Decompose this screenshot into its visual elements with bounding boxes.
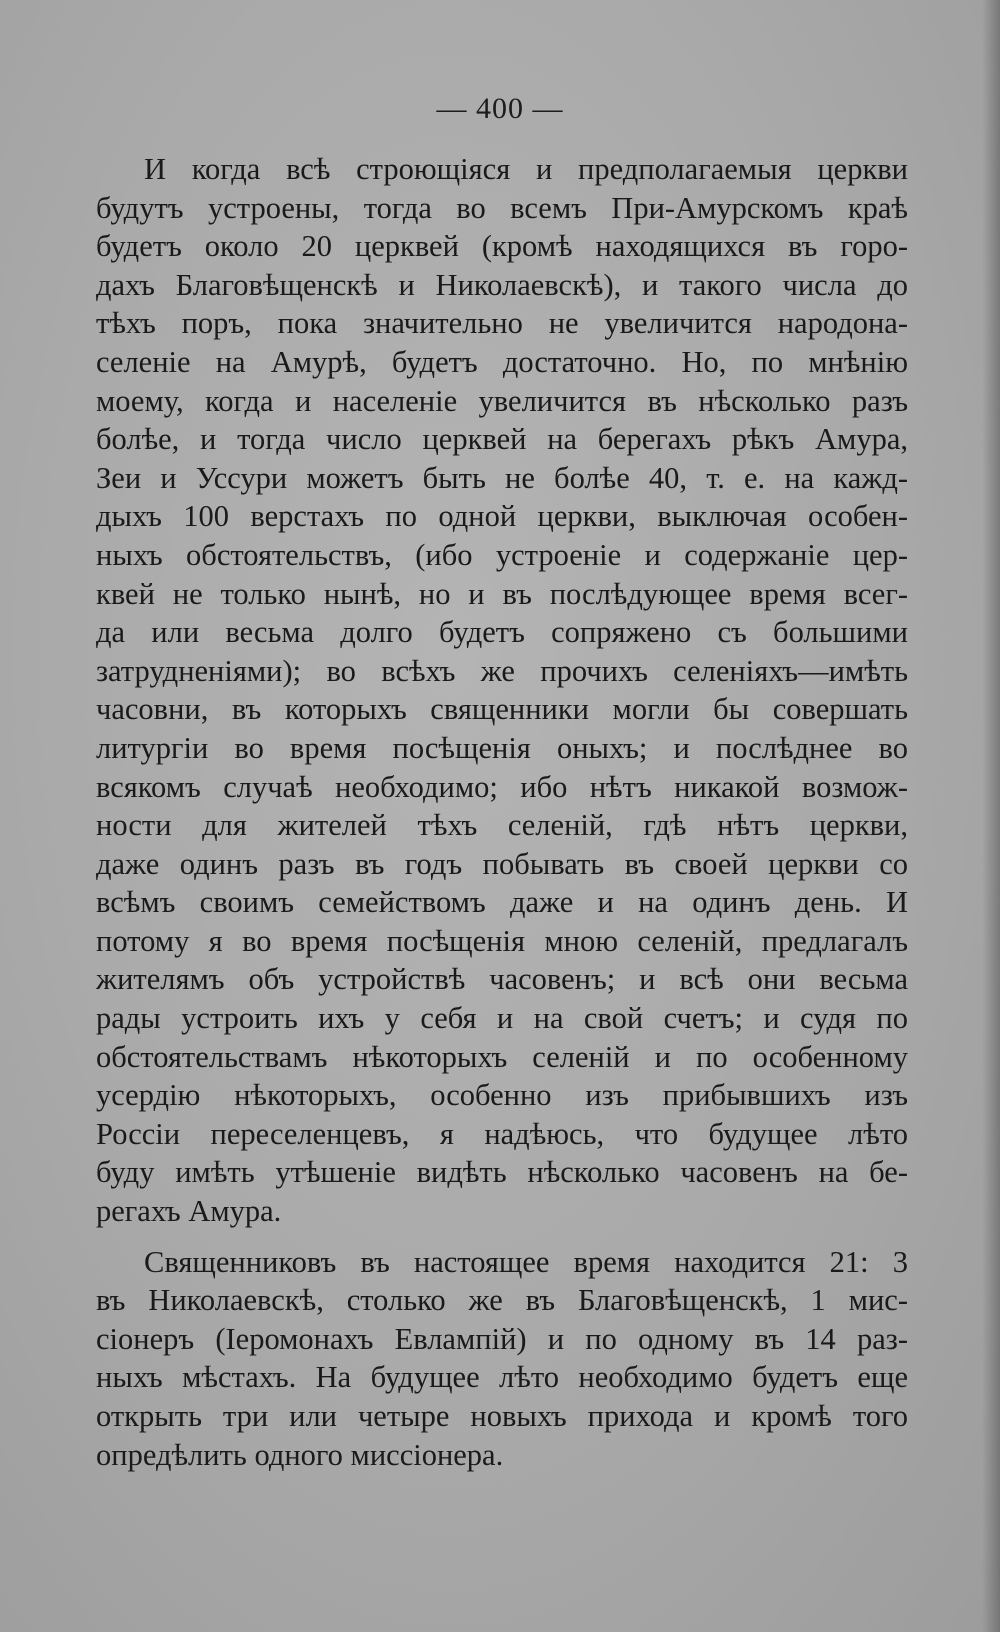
text-line: будетъ около 20 церквей (кромѣ находящихся въ горо- [96, 229, 908, 264]
text-line: всякомъ случаѣ необходимо; ибо нѣтъ никакой возмож- [96, 769, 908, 804]
text-line: даже одинъ разъ въ годъ побывать въ своей церкви со [96, 846, 908, 881]
text-line: часовни, въ которыхъ священники могли бы совершать [96, 692, 908, 727]
text-line: усердію нѣкоторыхъ, особенно изъ прибывшихъ изъ [96, 1078, 908, 1113]
text-line: обстоятельствамъ нѣкоторыхъ селеній и по особенному [96, 1039, 908, 1074]
paragraph-1 [96, 150, 908, 1231]
text-line: потому я во время посѣщенія мною селеній, предлагалъ [96, 923, 908, 958]
text-line: моему, когда и населеніе увеличится въ нѣсколько разъ [96, 383, 908, 418]
text-line: буду имѣть утѣшеніе видѣть нѣсколько часовенъ на бе- [96, 1155, 908, 1190]
text-line: всѣмъ своимъ семействомъ даже и на одинъ день. И [96, 885, 908, 920]
text-line: открыть три или четыре новыхъ прихода и кромѣ того [96, 1399, 908, 1433]
text-line: Священниковъ въ настоящее время находится 21: 3 [144, 1244, 908, 1279]
text-line: Зеи и Уссури можетъ быть не болѣе 40, т. е. на кажд- [96, 460, 908, 495]
text-line: будутъ устроены, тогда во всемъ При-Амурскомъ краѣ [96, 190, 908, 225]
text-line: тѣхъ поръ, пока значительно не увеличится народона- [96, 306, 908, 341]
text-line: ныхъ обстоятельствъ, (ибо устроеніе и содержаніе цер- [96, 537, 908, 572]
text-line: литургіи во время посѣщенія оныхъ; и послѣднее во [96, 730, 908, 765]
text-line: опредѣлить одного миссіонера. [96, 1437, 504, 1472]
text-line: да или весьма долго будетъ сопряжено съ большими [96, 615, 908, 650]
text-line: жителямъ объ устройствѣ часовенъ; и всѣ они весьма [96, 962, 908, 997]
text-line: дахъ Благовѣщенскѣ и Николаевскѣ), и такого числа до [96, 267, 908, 302]
text-body [96, 150, 908, 1474]
page-gutter-shadow [982, 0, 1000, 1632]
text-line: рады устроить ихъ у себя и на свой счетъ; и судя по [96, 1001, 908, 1036]
text-line: квей не только нынѣ, но и въ послѣдующее время всег- [96, 576, 908, 611]
text-line: ныхъ мѣстахъ. На будущее лѣто необходимо будетъ еще [96, 1360, 908, 1395]
text-line: сіонеръ (Іеромонахъ Евлампій) и по одному въ 14 раз- [96, 1321, 908, 1356]
text-line: И когда всѣ строющіяся и предполагаемыя церкви [144, 152, 908, 186]
text-line: Россіи переселенцевъ, я надѣюсь, что будущее лѣто [96, 1116, 908, 1151]
text-line: дыхъ 100 верстахъ по одной церкви, выключая особен- [96, 499, 908, 534]
text-line: селеніе на Амурѣ, будетъ достаточно. Но, по мнѣнію [96, 344, 908, 379]
text-line: ности для жителей тѣхъ селеній, гдѣ нѣтъ церкви, [96, 808, 908, 843]
text-line: регахъ Амура. [96, 1194, 282, 1229]
paragraph-2 [96, 1243, 908, 1475]
paragraph-gap [96, 1231, 908, 1243]
text-line: затрудненіями); во всѣхъ же прочихъ селеніяхъ—имѣть [96, 653, 908, 688]
page-number: — 400 — [436, 92, 564, 125]
text-line: въ Николаевскѣ, столько же въ Благовѣщенскѣ, 1 мис- [96, 1283, 908, 1318]
text-line: болѣе, и тогда число церквей на берегахъ рѣкъ Амура, [96, 422, 908, 457]
